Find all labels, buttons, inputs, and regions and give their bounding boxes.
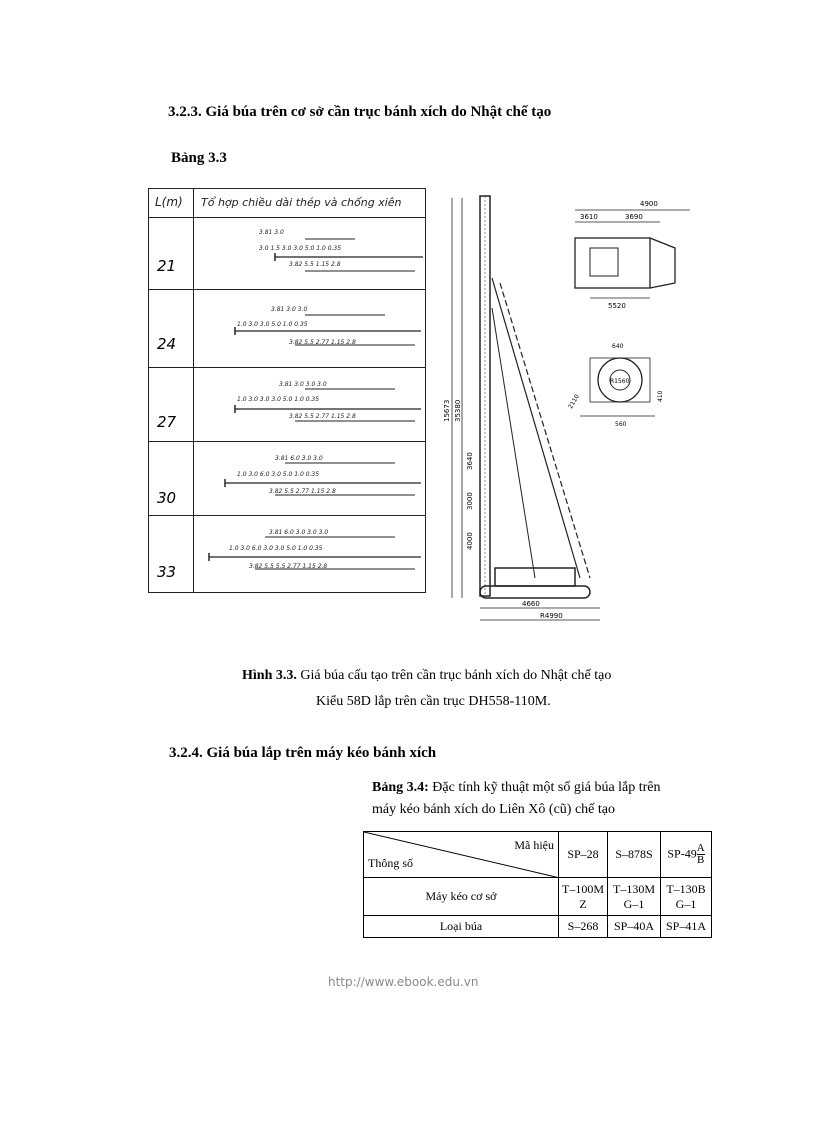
diagonal-header-cell (364, 832, 559, 878)
table-3-4-title-line1 (372, 780, 661, 796)
row3-bot-dims: 3.82 5.5 2.77 1.15 2.8 (289, 413, 356, 420)
figure-caption-line1 (242, 668, 611, 684)
diag-bottom-label: Thông số (368, 856, 413, 870)
row1-top-dims: 3.81 3.0 (259, 229, 284, 236)
row2-segment-sketch (195, 297, 423, 367)
param-hammer-type: Loại búa (364, 916, 559, 938)
dim-5520: 5520 (608, 302, 626, 310)
dim-35380: 35380 (454, 399, 462, 422)
row2-mid-dims: 1.0 3.0 3.0 5.0 1.0 0.35 (237, 321, 308, 328)
table-title-text: Đặc tính kỹ thuật một số giá búa lắp trên (428, 780, 661, 795)
table-3-4-title-line2: máy kéo bánh xích do Liên Xô (cũ) chế tạo (372, 802, 615, 817)
header-length: L(m) (155, 195, 183, 209)
row1-mid-dims: 3.0 1.5 3.0 3.0 5.0 1.0 0.35 (259, 245, 342, 252)
row-length-27: 27 (157, 413, 177, 431)
col-header-sp28: SP–28 (559, 832, 608, 878)
row-length-30: 30 (157, 489, 177, 507)
row1-bot-dims: 3.82 5.5 1.15 2.8 (289, 261, 341, 268)
dim-r4990: R4990 (540, 612, 563, 620)
param-base-tractor: Máy kéo cơ sở (364, 878, 559, 916)
section-heading-3-2-4: 3.2.4. Giá búa lắp trên máy kéo bánh xích (169, 745, 437, 761)
row4-mid-dims: 1.0 3.0 6.0 3.0 5.0 1.0 0.35 (237, 471, 320, 478)
dim-3640: 3640 (466, 452, 474, 470)
row1-segment-sketch (195, 219, 423, 289)
row3-mid-dims: 1.0 3.0 3.0 3.0 5.0 1.0 0.35 (237, 396, 320, 403)
row4-bot-dims: 3.82 5.5 2.77 1.15 2.8 (269, 488, 336, 495)
dim-15673: 15673 (443, 399, 451, 422)
dim-r1560: R1560 (610, 378, 630, 385)
figure-caption-text: Giá búa cấu tạo trên cần trục bánh xích do Nhật chế tạo (296, 668, 612, 683)
dim-3690: 3690 (625, 213, 643, 221)
diag-top-label: Mã hiệu (514, 838, 554, 852)
row-length-33: 33 (157, 563, 177, 581)
row2-top-dims: 3.81 3.0 3.0 (271, 306, 308, 313)
dim-4000: 4000 (466, 532, 474, 550)
sp49-fraction: $\frac{A}{B}$ (696, 842, 705, 866)
val-hammer-sp28: S–268 (559, 916, 608, 938)
dim-4900: 4900 (640, 200, 658, 208)
row5-segment-sketch (195, 519, 423, 591)
crane-pile-frame-drawing (440, 188, 710, 628)
row4-top-dims: 3.81 6.0 3.0 3.0 (275, 455, 323, 462)
figure-caption-line2: Kiểu 58D lắp trên cần trục DH558-110M. (316, 694, 551, 709)
row2-bot-dims: 3.82 5.5 2.77 1.15 2.8 (289, 339, 356, 346)
row-length-21: 21 (157, 257, 177, 275)
row5-bot-dims: 3.82 5.5 5.5 2.77 1.15 2.8 (249, 563, 328, 570)
section-heading-3-2-3: 3.2.3. Giá búa trên cơ sở cần trục bánh xích do Nhật chế tạo (168, 104, 552, 120)
table-label-3-4: Bảng 3.4: (372, 780, 429, 795)
row3-top-dims: 3.81 3.0 3.0 3.0 (279, 381, 327, 388)
footer-url[interactable]: http://www.ebook.edu.vn (328, 975, 479, 989)
val-hammer-sp49: SP–41A (661, 916, 712, 938)
table-header-row (149, 189, 425, 218)
dim-3000: 3000 (466, 492, 474, 510)
dim-640: 640 (612, 343, 624, 350)
dim-560: 560 (615, 421, 627, 428)
row4-segment-sketch (195, 445, 423, 515)
row-length-24: 24 (157, 335, 177, 353)
col-header-sp49: SP-49 $\frac{A}{B}$ (661, 832, 712, 878)
dim-3610: 3610 (580, 213, 598, 221)
val-tractor-s878s: T–130M G–1 (608, 878, 661, 916)
dim-410: 410 (657, 390, 664, 402)
figure-label: Hình 3.3. (242, 668, 297, 683)
row5-top-dims: 3.81 6.0 3.0 3.0 3.0 (269, 529, 329, 536)
table-label-3-3: Bảng 3.3 (171, 150, 227, 166)
pile-frame-length-table (148, 188, 426, 593)
val-tractor-sp49: T–130B G–1 (661, 878, 712, 916)
dim-2110: 2110 (567, 393, 581, 411)
dim-4660: 4660 (522, 600, 540, 608)
row5-mid-dims: 1.0 3.0 6.0 3.0 3.0 5.0 1.0 0.35 (229, 545, 323, 552)
row3-segment-sketch (195, 371, 423, 441)
val-hammer-s878s: SP–40A (608, 916, 661, 938)
col-header-s878s: S–878S (608, 832, 661, 878)
crawler-pile-frame-spec-table (363, 831, 712, 938)
val-tractor-sp28: T–100M Z (559, 878, 608, 916)
header-combination: Tổ hợp chiều dài thép và chống xiên (201, 196, 402, 209)
